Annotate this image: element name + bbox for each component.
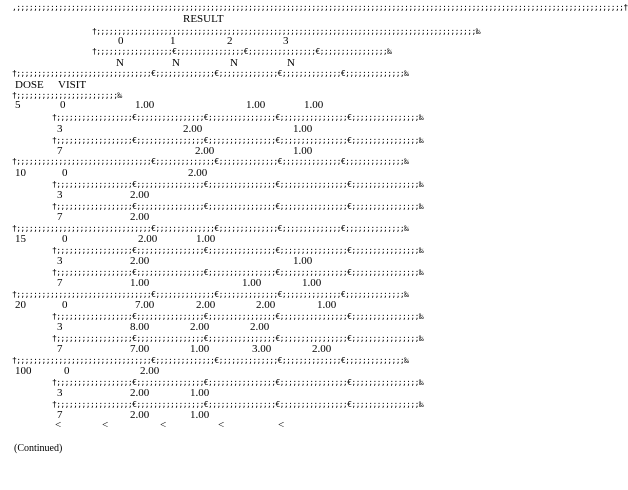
- dose-label: 100: [15, 365, 32, 377]
- count-label-0: N: [116, 57, 124, 69]
- row-rule: †;;;;;;;;;;;;;;;;;;€;;;;;;;;;;;;;;;;€;;;;;;;;;;;;;;;;€;;;;;;;;;;;;;;;;€;;;;;;;;;;;;;;;;‰: [52, 334, 424, 343]
- row-rule: †;;;;;;;;;;;;;;;;;;€;;;;;;;;;;;;;;;;€;;;;;;;;;;;;;;;;€;;;;;;;;;;;;;;;;€;;;;;;;;;;;;;;;;‰: [52, 136, 424, 145]
- result-category-1: 1: [170, 35, 176, 47]
- value-cell: 2.00: [256, 299, 276, 311]
- dose-label: 20: [15, 299, 26, 311]
- visit-header: VISIT: [58, 79, 87, 91]
- row-rule: †;;;;;;;;;;;;;;;;;;€;;;;;;;;;;;;;;;;€;;;;;;;;;;;;;;;;€;;;;;;;;;;;;;;;;€;;;;;;;;;;;;;;;;‰: [52, 246, 424, 255]
- count-label-2: N: [230, 57, 238, 69]
- dose-label: 15: [15, 233, 26, 245]
- value-cell: 1.00: [190, 409, 210, 421]
- count-label-3: N: [287, 57, 295, 69]
- visit-label: 7: [57, 211, 63, 223]
- dose-rule: †;;;;;;;;;;;;;;;;;;;;;;;;;;;;;;;;€;;;;;;;;;;;;;;€;;;;;;;;;;;;;;€;;;;;;;;;;;;;;€;;;;;;;;;;;;;;‰: [12, 290, 409, 299]
- value-cell: 2.00: [188, 167, 208, 179]
- value-cell: 2.00: [138, 233, 158, 245]
- visit-label: 3: [57, 255, 63, 267]
- top-rule: ,;;;;;;;;;;;;;;;;;;;;;;;;;;;;;;;;;;;;;;;;;;;;;;;;;;;;;;;;;;;;;;;;;;;;;;;;;;;;;;;;;;;;;;;;;;;;;;;;;;;;;;;;;;;;;;;;;;;;;;;;;;;;;;;;;;;;;;;;;;;;;;;;†: [12, 3, 628, 12]
- visit-label: 3: [57, 123, 63, 135]
- visit-label: 0: [60, 99, 66, 111]
- value-cell: 1.00: [190, 387, 210, 399]
- dose-visit-rule: †;;;;;;;;;;;;;;;;;;;;;;;;‰: [12, 91, 122, 100]
- row-rule: †;;;;;;;;;;;;;;;;;;€;;;;;;;;;;;;;;;;€;;;;;;;;;;;;;;;;€;;;;;;;;;;;;;;;;€;;;;;;;;;;;;;;;;‰: [52, 268, 424, 277]
- value-cell: 1.00: [304, 99, 324, 111]
- value-cell: 2.00: [130, 255, 150, 267]
- row-rule: †;;;;;;;;;;;;;;;;;;€;;;;;;;;;;;;;;;;€;;;;;;;;;;;;;;;;€;;;;;;;;;;;;;;;;€;;;;;;;;;;;;;;;;‰: [52, 400, 424, 409]
- row-rule: †;;;;;;;;;;;;;;;;;;€;;;;;;;;;;;;;;;;€;;;;;;;;;;;;;;;;€;;;;;;;;;;;;;;;;€;;;;;;;;;;;;;;;;‰: [52, 202, 424, 211]
- result-heading: RESULT: [183, 13, 224, 25]
- category-rule: †;;;;;;;;;;;;;;;;;;€;;;;;;;;;;;;;;;;€;;;;;;;;;;;;;;;;€;;;;;;;;;;;;;;;;‰: [92, 47, 392, 56]
- visit-label: 7: [57, 409, 63, 421]
- value-cell: 1.00: [242, 277, 262, 289]
- value-cell: 1.00: [293, 145, 313, 157]
- value-cell: 1.00: [196, 233, 216, 245]
- value-cell: 2.00: [312, 343, 332, 355]
- value-cell: 2.00: [196, 299, 216, 311]
- value-cell: 3.00: [252, 343, 272, 355]
- value-cell: 2.00: [140, 365, 160, 377]
- value-cell: 2.00: [130, 211, 150, 223]
- result-category-0: 0: [118, 35, 124, 47]
- value-cell: 1.00: [317, 299, 337, 311]
- dose-rule: †;;;;;;;;;;;;;;;;;;;;;;;;;;;;;;;;€;;;;;;;;;;;;;;€;;;;;;;;;;;;;;€;;;;;;;;;;;;;;€;;;;;;;;;;;;;;‰: [12, 356, 409, 365]
- value-cell: 2.00: [130, 409, 150, 421]
- value-cell: 2.00: [190, 321, 210, 333]
- visit-label: 7: [57, 277, 63, 289]
- value-cell: 1.00: [293, 255, 313, 267]
- dose-rule: †;;;;;;;;;;;;;;;;;;;;;;;;;;;;;;;;€;;;;;;;;;;;;;;€;;;;;;;;;;;;;;€;;;;;;;;;;;;;;€;;;;;;;;;;;;;;‰: [12, 224, 409, 233]
- result-category-2: 2: [227, 35, 233, 47]
- visit-label: 7: [57, 343, 63, 355]
- value-cell: 2.00: [195, 145, 215, 157]
- visit-label: 0: [62, 233, 68, 245]
- dose-rule: †;;;;;;;;;;;;;;;;;;;;;;;;;;;;;;;;€;;;;;;;;;;;;;;€;;;;;;;;;;;;;;€;;;;;;;;;;;;;;€;;;;;;;;;;;;;;‰: [12, 157, 409, 166]
- value-cell: 1.00: [190, 343, 210, 355]
- continued-note: (Continued): [14, 443, 63, 454]
- visit-label: 0: [64, 365, 70, 377]
- row-rule: †;;;;;;;;;;;;;;;;;;€;;;;;;;;;;;;;;;;€;;;;;;;;;;;;;;;;€;;;;;;;;;;;;;;;;€;;;;;;;;;;;;;;;;‰: [52, 312, 424, 321]
- dose-header: DOSE: [15, 79, 44, 91]
- count-label-1: N: [172, 57, 180, 69]
- visit-label: 3: [57, 321, 63, 333]
- header-rule: †;;;;;;;;;;;;;;;;;;;;;;;;;;;;;;;;€;;;;;;;;;;;;;;€;;;;;;;;;;;;;;€;;;;;;;;;;;;;;€;;;;;;;;;;;;;;‰: [12, 69, 409, 78]
- value-cell: 7.00: [130, 343, 150, 355]
- row-rule: †;;;;;;;;;;;;;;;;;;€;;;;;;;;;;;;;;;;€;;;;;;;;;;;;;;;;€;;;;;;;;;;;;;;;;€;;;;;;;;;;;;;;;;‰: [52, 113, 424, 122]
- value-cell: 2.00: [250, 321, 270, 333]
- row-rule: †;;;;;;;;;;;;;;;;;;€;;;;;;;;;;;;;;;;€;;;;;;;;;;;;;;;;€;;;;;;;;;;;;;;;;€;;;;;;;;;;;;;;;;‰: [52, 378, 424, 387]
- value-cell: 7.00: [135, 299, 155, 311]
- bottom-mark: <: [218, 419, 225, 431]
- bottom-mark: <: [160, 419, 167, 431]
- value-cell: 2.00: [130, 189, 150, 201]
- value-cell: 1.00: [293, 123, 313, 135]
- visit-label: 7: [57, 145, 63, 157]
- dose-label: 5: [15, 99, 21, 111]
- visit-label: 0: [62, 299, 68, 311]
- result-category-3: 3: [283, 35, 289, 47]
- bottom-mark: <: [278, 419, 285, 431]
- result-rule: †;;;;;;;;;;;;;;;;;;;;;;;;;;;;;;;;;;;;;;;;;;;;;;;;;;;;;;;;;;;;;;;;;;;;;;;;;;;;;;;;;;;;;;;;;;‰: [92, 27, 480, 36]
- row-rule: †;;;;;;;;;;;;;;;;;;€;;;;;;;;;;;;;;;;€;;;;;;;;;;;;;;;;€;;;;;;;;;;;;;;;;€;;;;;;;;;;;;;;;;‰: [52, 180, 424, 189]
- value-cell: 1.00: [246, 99, 266, 111]
- visit-label: 3: [57, 387, 63, 399]
- value-cell: 2.00: [183, 123, 203, 135]
- value-cell: 1.00: [135, 99, 155, 111]
- visit-label: 3: [57, 189, 63, 201]
- value-cell: 2.00: [130, 387, 150, 399]
- value-cell: 1.00: [302, 277, 322, 289]
- visit-label: 0: [62, 167, 68, 179]
- value-cell: 8.00: [130, 321, 150, 333]
- dose-label: 10: [15, 167, 26, 179]
- bottom-mark: <: [102, 419, 109, 431]
- value-cell: 1.00: [130, 277, 150, 289]
- bottom-mark: <: [55, 419, 62, 431]
